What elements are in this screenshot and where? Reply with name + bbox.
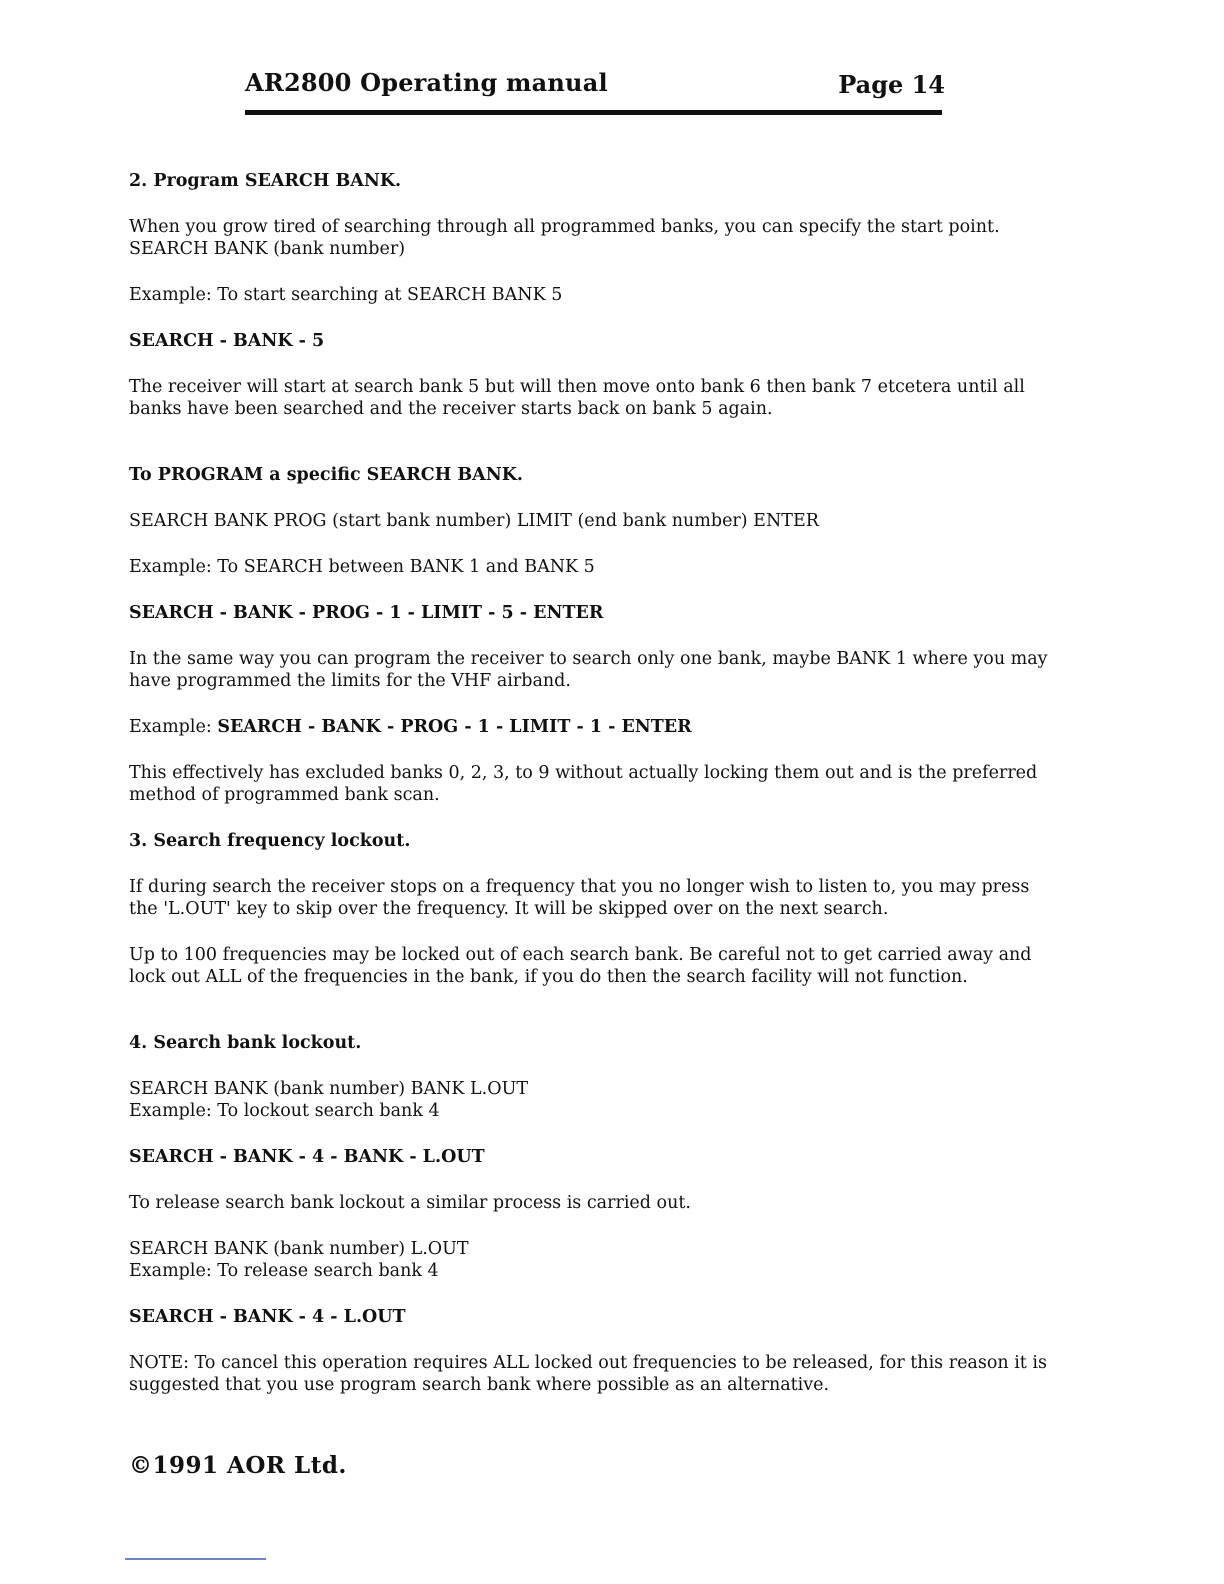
section-4-key-sequence-1: SEARCH - BANK - 4 - BANK - L.OUT — [129, 1147, 485, 1167]
page-body — [129, 170, 1059, 1396]
section-3-heading: 3. Search frequency lockout. — [129, 831, 411, 851]
section-4-example-2: Example: To release search bank 4 — [129, 1261, 439, 1281]
section-2-syntax: SEARCH BANK PROG (start bank number) LIMIT (end bank number) ENTER — [129, 511, 819, 531]
section-2-example-1: Example: To start searching at SEARCH BANK 5 — [129, 285, 563, 305]
section-4-syntax-2: SEARCH BANK (bank number) L.OUT — [129, 1239, 469, 1259]
section-4-heading: 4. Search bank lockout. — [129, 1033, 362, 1053]
section-2-description-3: This effectively has excluded banks 0, 2, 3, to 9 without actually locking them out and is the preferred method of programmed bank scan. — [129, 763, 1038, 805]
section-4-note: NOTE: To cancel this operation requires ALL locked out frequencies to be released, for this reason it is suggested that you use program search bank where possible as an alternative. — [129, 1353, 1047, 1395]
manual-title: AR2800 Operating manual — [245, 68, 608, 97]
page-number: Page 14 — [838, 70, 945, 99]
section-2-intro-line-1: When you grow tired of searching through all programmed banks, you can specify the start point. — [129, 217, 1000, 237]
section-4-syntax-1: SEARCH BANK (bank number) BANK L.OUT — [129, 1079, 528, 1099]
section-2-description-2: In the same way you can program the receiver to search only one bank, maybe BANK 1 where you may have programmed the limits for the VHF airband. — [129, 649, 1048, 691]
section-4-release-intro: To release search bank lockout a similar process is carried out. — [129, 1193, 691, 1213]
page-header — [245, 68, 945, 118]
section-3-description-1: If during search the receiver stops on a frequency that you no longer wish to listen to, you may press the 'L.OUT' key to skip over the frequency. It will be skipped over on the next search. — [129, 877, 1030, 919]
section-2-key-sequence-2: SEARCH - BANK - PROG - 1 - LIMIT - 5 - ENTER — [129, 603, 604, 623]
copyright-footer: ©1991 AOR Ltd. — [129, 1452, 347, 1479]
section-2-subheading: To PROGRAM a specific SEARCH BANK. — [129, 465, 524, 485]
header-rule — [245, 110, 942, 115]
example-label: Example: — [129, 717, 212, 737]
section-2-description-1: The receiver will start at search bank 5 but will then move onto bank 6 then bank 7 etcetera until all banks have been searched and the receiver starts back on bank 5 again. — [129, 377, 1025, 419]
section-2-heading: 2. Program SEARCH BANK. — [129, 171, 402, 191]
section-3-description-2: Up to 100 frequencies may be locked out of each search bank. Be careful not to get carried away and lock out ALL of the frequencies in the bank, if you do then the search facility will not function. — [129, 945, 1032, 987]
section-2-key-sequence-3: SEARCH - BANK - PROG - 1 - LIMIT - 1 - ENTER — [217, 717, 692, 737]
section-2-intro-line-2: SEARCH BANK (bank number) — [129, 239, 406, 259]
section-2-example-2: Example: To SEARCH between BANK 1 and BANK 5 — [129, 557, 595, 577]
section-2-example-3 — [129, 716, 1059, 738]
section-2-key-sequence-1: SEARCH - BANK - 5 — [129, 331, 325, 351]
scan-line-mark — [125, 1558, 266, 1560]
section-4-key-sequence-2: SEARCH - BANK - 4 - L.OUT — [129, 1307, 406, 1327]
section-4-example-1: Example: To lockout search bank 4 — [129, 1101, 440, 1121]
